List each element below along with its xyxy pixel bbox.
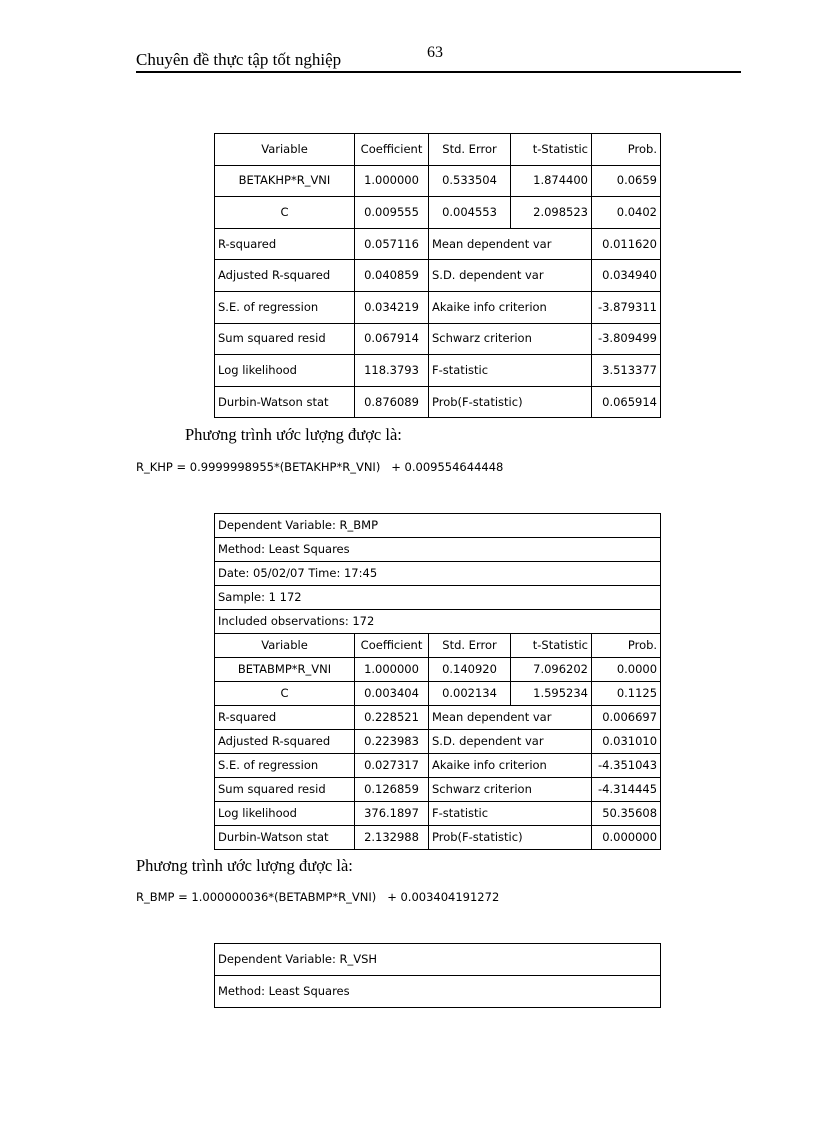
table-row <box>215 197 661 229</box>
column-header: Coefficient <box>355 634 429 658</box>
stat-row <box>215 826 661 850</box>
info-row <box>215 514 661 538</box>
coefficient-cell: 0.003404 <box>355 682 429 706</box>
stat-value: 0.034940 <box>592 260 661 292</box>
stat-label: Schwarz criterion <box>429 323 592 355</box>
stat-label: Akaike info criterion <box>429 754 592 778</box>
std-error-cell: 0.533504 <box>429 165 511 197</box>
stat-value: 0.876089 <box>355 386 429 418</box>
date-time: Date: 05/02/07 Time: 17:45 <box>215 562 661 586</box>
stat-value: -3.879311 <box>592 291 661 323</box>
stat-row <box>215 291 661 323</box>
column-header: Prob. <box>592 634 661 658</box>
column-header: Std. Error <box>429 134 511 166</box>
stat-value: 0.027317 <box>355 754 429 778</box>
stat-value: 376.1897 <box>355 802 429 826</box>
stat-label: Sum squared resid <box>215 323 355 355</box>
stat-label: Durbin-Watson stat <box>215 386 355 418</box>
stat-label: Mean dependent var <box>429 228 592 260</box>
stat-value: 2.132988 <box>355 826 429 850</box>
prob-cell: 0.0659 <box>592 165 661 197</box>
stat-value: -4.351043 <box>592 754 661 778</box>
stat-value: 0.065914 <box>592 386 661 418</box>
info-row <box>215 610 661 634</box>
included-observations: Included observations: 172 <box>215 610 661 634</box>
stat-row <box>215 355 661 387</box>
page-number: 63 <box>427 44 443 61</box>
stat-label: Mean dependent var <box>429 706 592 730</box>
stat-value: 0.126859 <box>355 778 429 802</box>
stat-value: 50.35608 <box>592 802 661 826</box>
stat-row <box>215 260 661 292</box>
stat-value: 0.031010 <box>592 730 661 754</box>
stat-label: Log likelihood <box>215 355 355 387</box>
coefficient-cell: 1.000000 <box>355 658 429 682</box>
stat-label: R-squared <box>215 228 355 260</box>
regression-table-vsh <box>214 943 661 1008</box>
variable-cell: BETAKHP*R_VNI <box>215 165 355 197</box>
stat-label: F-statistic <box>429 355 592 387</box>
stat-label: Durbin-Watson stat <box>215 826 355 850</box>
coefficient-cell: 0.009555 <box>355 197 429 229</box>
stat-row <box>215 754 661 778</box>
dependent-variable: Dependent Variable: R_BMP <box>215 514 661 538</box>
stat-value: 0.000000 <box>592 826 661 850</box>
table-row <box>215 658 661 682</box>
column-header: Variable <box>215 634 355 658</box>
stat-value: 0.040859 <box>355 260 429 292</box>
prob-cell: 0.0000 <box>592 658 661 682</box>
stat-label: S.D. dependent var <box>429 260 592 292</box>
column-header: Prob. <box>592 134 661 166</box>
stat-label: Prob(F-statistic) <box>429 826 592 850</box>
std-error-cell: 0.002134 <box>429 682 511 706</box>
stat-value: -4.314445 <box>592 778 661 802</box>
stat-value: 0.034219 <box>355 291 429 323</box>
variable-cell: C <box>215 197 355 229</box>
stat-row <box>215 802 661 826</box>
method: Method: Least Squares <box>215 538 661 562</box>
column-header: t-Statistic <box>511 634 592 658</box>
table-header-row <box>215 134 661 166</box>
stat-row <box>215 323 661 355</box>
stat-value: 3.513377 <box>592 355 661 387</box>
stat-row <box>215 778 661 802</box>
document-title: Chuyên đề thực tập tốt nghiệp <box>136 50 342 69</box>
stat-label: F-statistic <box>429 802 592 826</box>
stat-label: Akaike info criterion <box>429 291 592 323</box>
coefficient-cell: 1.000000 <box>355 165 429 197</box>
t-statistic-cell: 1.874400 <box>511 165 592 197</box>
estimated-equation-khp: R_KHP = 0.9999998955*(BETAKHP*R_VNI) + 0.009554644448 <box>136 460 504 474</box>
info-row <box>215 586 661 610</box>
stat-value: 0.011620 <box>592 228 661 260</box>
stat-label: S.E. of regression <box>215 291 355 323</box>
stat-label: Schwarz criterion <box>429 778 592 802</box>
regression-table-bmp <box>214 513 661 850</box>
table-row <box>215 682 661 706</box>
stat-row <box>215 228 661 260</box>
stat-label: Log likelihood <box>215 802 355 826</box>
stat-row <box>215 706 661 730</box>
stat-label: R-squared <box>215 706 355 730</box>
info-row <box>215 538 661 562</box>
dependent-variable: Dependent Variable: R_VSH <box>215 944 661 976</box>
column-header: t-Statistic <box>511 134 592 166</box>
stat-label: Sum squared resid <box>215 778 355 802</box>
std-error-cell: 0.004553 <box>429 197 511 229</box>
variable-cell: C <box>215 682 355 706</box>
stat-label: S.D. dependent var <box>429 730 592 754</box>
stat-value: -3.809499 <box>592 323 661 355</box>
stat-label: S.E. of regression <box>215 754 355 778</box>
info-row <box>215 562 661 586</box>
column-header: Variable <box>215 134 355 166</box>
std-error-cell: 0.140920 <box>429 658 511 682</box>
stat-value: 0.228521 <box>355 706 429 730</box>
equation-heading: Phương trình ước lượng được là: <box>136 856 353 875</box>
estimated-equation-bmp: R_BMP = 1.000000036*(BETABMP*R_VNI) + 0.003404191272 <box>136 890 500 904</box>
stat-label: Adjusted R-squared <box>215 730 355 754</box>
stat-value: 0.223983 <box>355 730 429 754</box>
variable-cell: BETABMP*R_VNI <box>215 658 355 682</box>
column-header: Coefficient <box>355 134 429 166</box>
regression-table-khp <box>214 133 661 418</box>
prob-cell: 0.1125 <box>592 682 661 706</box>
stat-value: 118.3793 <box>355 355 429 387</box>
stat-row <box>215 386 661 418</box>
table-header-row <box>215 634 661 658</box>
info-row <box>215 976 661 1008</box>
sample: Sample: 1 172 <box>215 586 661 610</box>
t-statistic-cell: 7.096202 <box>511 658 592 682</box>
header-rule <box>136 71 741 73</box>
stat-value: 0.067914 <box>355 323 429 355</box>
stat-value: 0.006697 <box>592 706 661 730</box>
stat-label: Prob(F-statistic) <box>429 386 592 418</box>
method: Method: Least Squares <box>215 976 661 1008</box>
table-row <box>215 165 661 197</box>
t-statistic-cell: 2.098523 <box>511 197 592 229</box>
t-statistic-cell: 1.595234 <box>511 682 592 706</box>
info-row <box>215 944 661 976</box>
prob-cell: 0.0402 <box>592 197 661 229</box>
stat-value: 0.057116 <box>355 228 429 260</box>
column-header: Std. Error <box>429 634 511 658</box>
stat-label: Adjusted R-squared <box>215 260 355 292</box>
stat-row <box>215 730 661 754</box>
equation-heading: Phương trình ước lượng được là: <box>185 425 402 444</box>
